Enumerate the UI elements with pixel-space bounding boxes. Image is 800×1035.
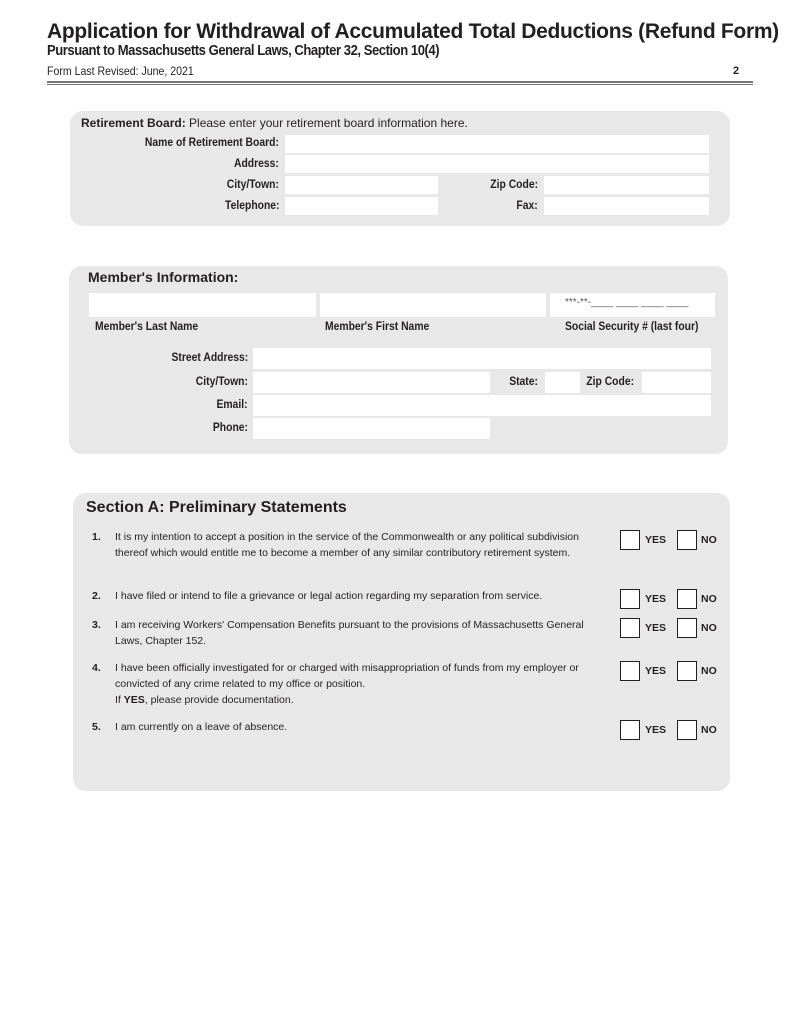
board-zip-input[interactable] [544, 176, 709, 194]
board-address-label: Address: [234, 158, 279, 170]
board-name-label: Name of Retirement Board: [144, 137, 279, 149]
state-label: State: [509, 376, 538, 388]
board-city-input[interactable] [285, 176, 438, 194]
retirement-board-instruction: Please enter your retirement board information here. [189, 116, 468, 130]
yes-checkbox[interactable] [620, 589, 640, 609]
question-number: 2. [92, 590, 101, 602]
form-title: Application for Withdrawal of Accumulated Total Deductions (Refund Form) [47, 20, 779, 43]
header-divider [47, 81, 753, 85]
form-subtitle: Pursuant to Massachusetts General Laws, Chapter 32, Section 10(4) [47, 43, 440, 59]
board-telephone-input[interactable] [285, 197, 438, 215]
question-number: 1. [92, 531, 101, 543]
note-suffix: , please provide documentation. [144, 694, 294, 706]
phone-label: Phone: [212, 422, 248, 434]
yes-label: YES [645, 593, 667, 605]
yes-label: YES [645, 534, 667, 546]
no-checkbox[interactable] [677, 661, 697, 681]
last-name-input[interactable] [89, 293, 316, 317]
no-label: NO [701, 534, 717, 546]
board-name-input[interactable] [285, 135, 709, 153]
phone-input[interactable] [253, 418, 490, 439]
first-name-input[interactable] [320, 293, 546, 317]
street-input[interactable] [253, 348, 711, 369]
question-text [115, 660, 585, 708]
question-statement: I have filed or intend to file a grievance or legal action regarding my separation from service. [115, 590, 543, 602]
board-zip-label: Zip Code: [490, 179, 538, 191]
question-number: 5. [92, 721, 101, 733]
no-checkbox[interactable] [677, 530, 697, 550]
yes-checkbox[interactable] [620, 720, 640, 740]
board-city-label: City/Town: [226, 179, 279, 191]
board-address-input[interactable] [285, 155, 709, 173]
last-name-label: Member's Last Name [95, 321, 199, 333]
zip-label: Zip Code: [586, 376, 634, 388]
no-checkbox[interactable] [677, 720, 697, 740]
city-input[interactable] [253, 372, 490, 393]
question-statement: I am receiving Workers' Compensation Benefits pursuant to the provisions of Massachusetts General Laws, Chapter 152. [115, 619, 584, 647]
board-telephone-label: Telephone: [224, 200, 279, 212]
note-prefix: If [115, 694, 124, 706]
question-statement: It is my intention to accept a position in the service of the Commonwealth or any political subdivision thereof which would entitle me to become a member of any similar contributory retirement system. [115, 531, 579, 559]
note-bold: YES [123, 694, 145, 706]
revision-date: Form Last Revised: June, 2021 [47, 64, 194, 78]
board-fax-input[interactable] [544, 197, 709, 215]
no-label: NO [701, 622, 717, 634]
yes-label: YES [645, 724, 667, 736]
zip-input[interactable] [642, 372, 711, 393]
city-label: City/Town: [195, 376, 248, 388]
question-statement: I am currently on a leave of absence. [115, 721, 288, 733]
no-label: NO [701, 724, 717, 736]
question-statement: I have been officially investigated for or charged with misappropriation of funds from my employer or convicted of any crime related to my office or position. [115, 662, 579, 690]
yes-checkbox[interactable] [620, 661, 640, 681]
no-checkbox[interactable] [677, 618, 697, 638]
question-number: 4. [92, 662, 101, 674]
question-text [115, 719, 585, 735]
retirement-board-label: Retirement Board: [81, 116, 186, 130]
first-name-label: Member's First Name [325, 321, 430, 333]
section-a-title: Section A: Preliminary Statements [86, 499, 347, 516]
question-text [115, 617, 585, 649]
question-text [115, 588, 585, 604]
retirement-board-heading [81, 116, 468, 130]
yes-label: YES [645, 622, 667, 634]
no-label: NO [701, 593, 717, 605]
page-number: 2 [733, 65, 740, 77]
yes-checkbox[interactable] [620, 618, 640, 638]
yes-checkbox[interactable] [620, 530, 640, 550]
email-input[interactable] [253, 395, 711, 416]
street-label: Street Address: [171, 352, 248, 364]
board-fax-label: Fax: [516, 200, 538, 212]
ssn-label: Social Security # (last four) [565, 321, 699, 333]
no-label: NO [701, 665, 717, 677]
yes-label: YES [645, 665, 667, 677]
question-text [115, 529, 585, 561]
question-number: 3. [92, 619, 101, 631]
member-info-heading: Member's Information: [88, 269, 239, 285]
no-checkbox[interactable] [677, 589, 697, 609]
email-label: Email: [216, 399, 248, 411]
ssn-mask: ***-**-____ ____ ____ ____ [565, 297, 689, 308]
state-input[interactable] [545, 372, 580, 393]
